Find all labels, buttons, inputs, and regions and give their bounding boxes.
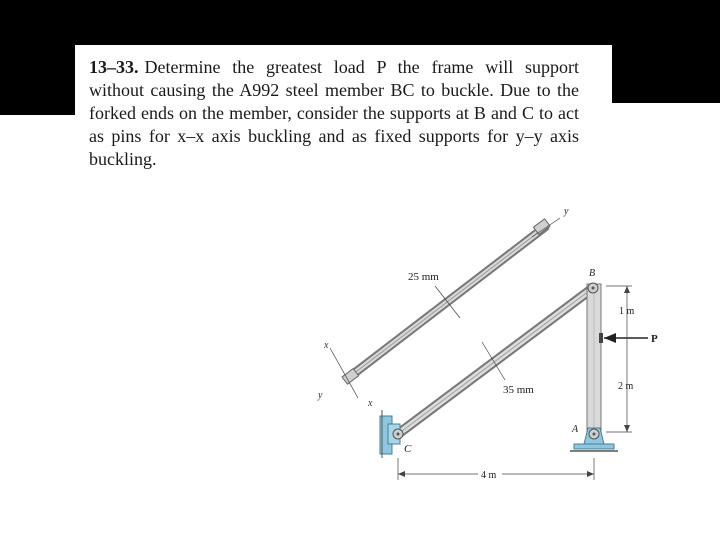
problem-number: 13–33.: [89, 57, 139, 77]
axis-x-top: x: [324, 340, 329, 351]
load-p-arrow-icon: [599, 333, 648, 343]
problem-body: Determine the greatest load P the frame will support without causing the A992 steel member BC to buckle. Due to the forked ends on the member, consider the supports at B and C to act as pins for x–x axis buckling and as fixed supports for y–y axis buckling.: [89, 57, 579, 169]
dim-35mm-label: 35 mm: [503, 384, 534, 396]
dim-1m-label: 1 m: [619, 306, 635, 317]
member-bc: [398, 288, 593, 434]
dim-4m-label: 4 m: [481, 470, 497, 481]
dim-2m-label: 2 m: [618, 381, 634, 392]
point-a-label: A: [572, 424, 579, 435]
dim-25mm-label: 25 mm: [408, 271, 439, 283]
point-c-label: C: [404, 443, 412, 455]
member-ab: [587, 284, 601, 438]
problem-statement: [89, 56, 579, 171]
left-black-notch: [0, 103, 75, 115]
frame-figure: [300, 200, 680, 500]
detached-member: [342, 219, 550, 384]
axis-y-top: y: [564, 206, 569, 217]
point-b-label: B: [589, 268, 596, 279]
axis-x-bottom: x: [368, 398, 373, 409]
load-p-label: P: [651, 333, 658, 345]
axis-y-left: y: [318, 390, 323, 401]
frame-drawing: [300, 200, 680, 500]
